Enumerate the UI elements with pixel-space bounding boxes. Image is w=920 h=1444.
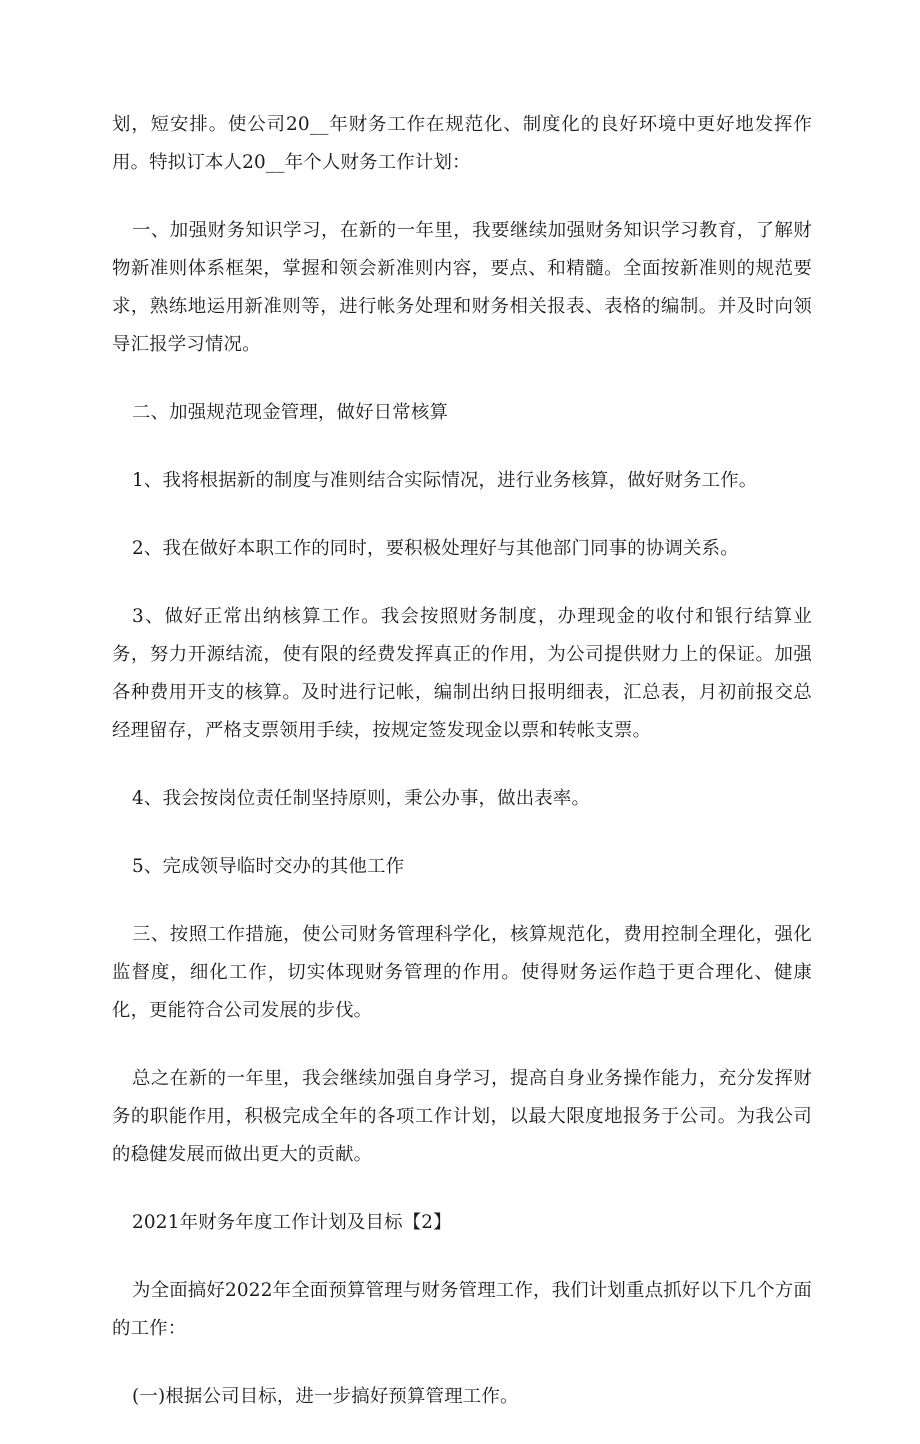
paragraph-plan-item-1: (一)根据公司目标，进一步搞好预算管理工作。 — [132, 1386, 519, 1407]
paragraph-item-3: 3、做好正常出纳核算工作。我会按照财务制度，办理现金的收付和银行结算业务，努力开源结流，使有限的经费发挥真正的作用，为公司提供财力上的保证。加强各种费用开支的核算。及时进行记帐，编制出纳日报明细表，汇总表，月初前报交总经理留存，严格支票领用手续，按规定签发现金以票和转帐支票。 — [112, 606, 812, 741]
paragraph-section-two-heading: 二、加强规范现金管理，做好日常核算 — [132, 402, 449, 423]
paragraph-section-one: 一、加强财务知识学习，在新的一年里，我要继续加强财务知识学习教育，了解财物新准则体系框架，掌握和领会新准则内容，要点、和精髓。全面按新准则的规范要求，熟练地运用新准则等，进行帐务处理和财务相关报表、表格的编制。并及时向领导汇报学习情况。 — [112, 220, 812, 355]
section-title-2: 2021年财务年度工作计划及目标【2】 — [132, 1212, 452, 1233]
paragraph-intro: 划，短安排。使公司20__年财务工作在规范化、制度化的良好环境中更好地发挥作用。特拟订本人20__年个人财务工作计划： — [112, 114, 812, 173]
paragraph-section-three: 三、按照工作措施，使公司财务管理科学化，核算规范化，费用控制全理化，强化监督度，细化工作，切实体现财务管理的作用。使得财务运作趋于更合理化、健康化，更能符合公司发展的步伐。 — [112, 924, 812, 1021]
paragraph-conclusion: 总之在新的一年里，我会继续加强自身学习，提高自身业务操作能力，充分发挥财务的职能作用，积极完成全年的各项工作计划，以最大限度地报务于公司。为我公司的稳健发展而做出更大的贡献。 — [112, 1068, 812, 1165]
paragraph-plan-intro: 为全面搞好2022年全面预算管理与财务管理工作，我们计划重点抓好以下几个方面的工作： — [112, 1280, 812, 1339]
paragraph-item-1: 1、我将根据新的制度与准则结合实际情况，进行业务核算，做好财务工作。 — [132, 470, 758, 491]
paragraph-item-4: 4、我会按岗位责任制坚持原则，秉公办事，做出表率。 — [132, 788, 591, 809]
paragraph-item-5: 5、完成领导临时交办的其他工作 — [132, 856, 405, 877]
paragraph-item-2: 2、我在做好本职工作的同时，要积极处理好与其他部门同事的协调关系。 — [132, 538, 739, 559]
document-body — [112, 106, 812, 1444]
